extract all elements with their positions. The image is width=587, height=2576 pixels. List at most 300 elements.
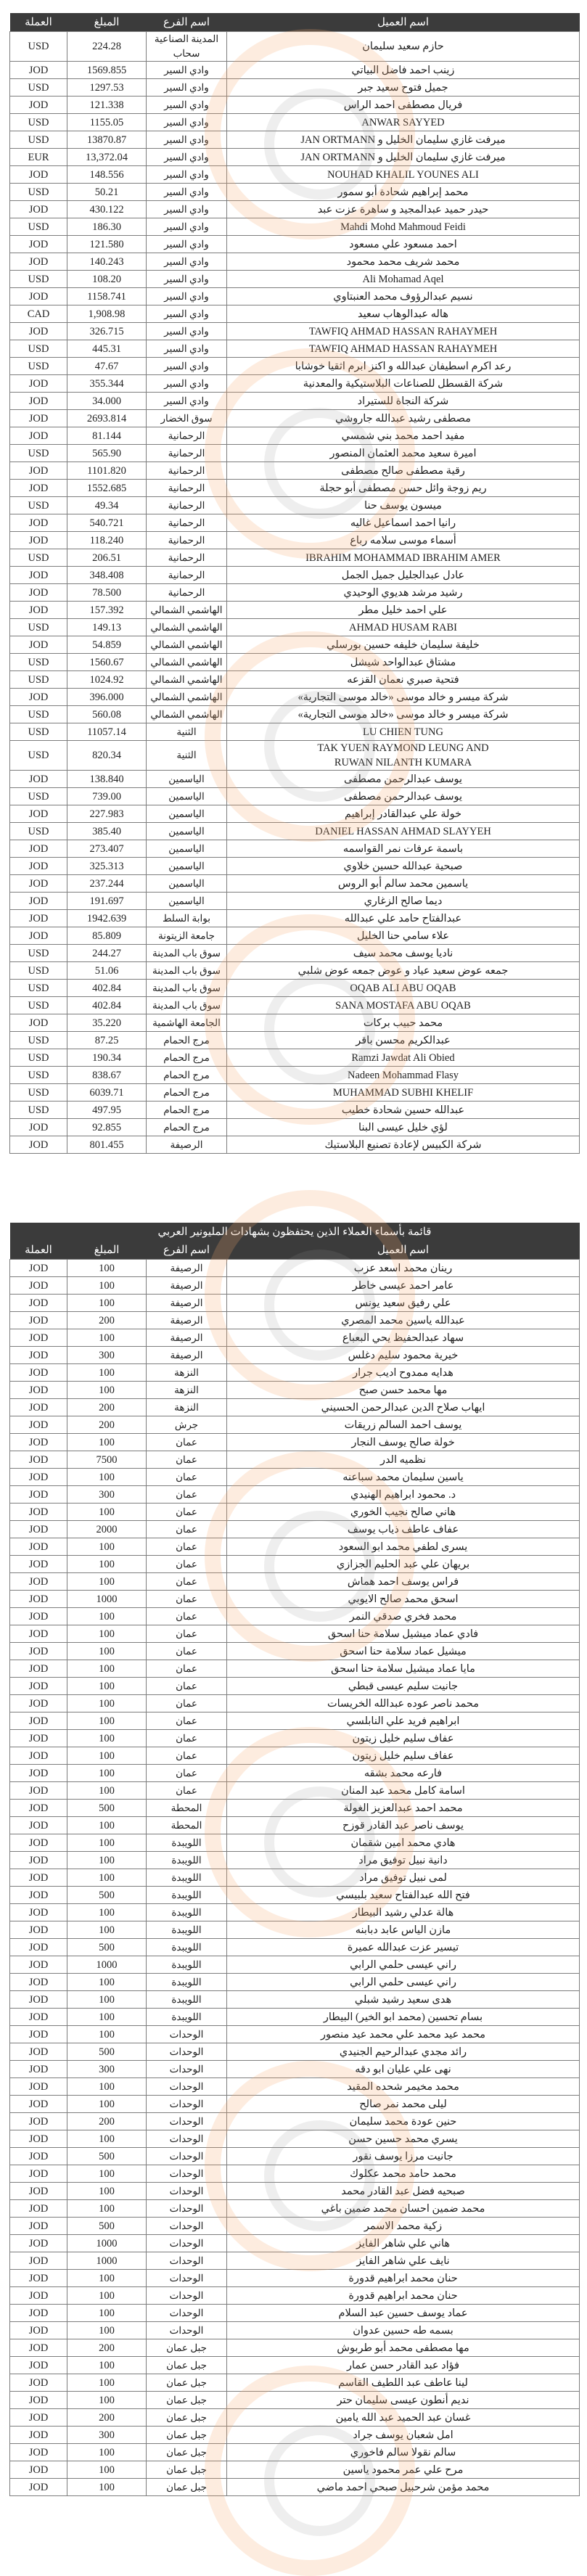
table-row xyxy=(10,1800,580,1817)
amount-cell: 85.809 xyxy=(67,927,147,945)
branch-cell: وادي السير xyxy=(147,288,227,305)
currency-cell: JOD xyxy=(10,1956,67,1974)
table-row xyxy=(10,1538,580,1556)
table-row xyxy=(10,149,580,166)
amount-cell: 100 xyxy=(67,1834,147,1852)
table-row xyxy=(10,1747,580,1765)
client-name-cell: لؤي خليل عيسى البنا xyxy=(227,1119,580,1136)
client-name-cell: شركة النجاة للستيراد xyxy=(227,393,580,410)
branch-cell: عمان xyxy=(147,1678,227,1695)
amount-cell: 1569.855 xyxy=(67,62,147,79)
branch-cell: الثنية xyxy=(147,723,227,741)
branch-cell: وادي السير xyxy=(147,114,227,131)
currency-cell: USD xyxy=(10,741,67,771)
branch-cell: الوحدات xyxy=(147,2043,227,2061)
branch-cell: اللويبدة xyxy=(147,1834,227,1852)
currency-cell: USD xyxy=(10,654,67,671)
table-row xyxy=(10,2183,580,2200)
branch-cell: الهاشمي الشمالي xyxy=(147,689,227,706)
client-name-cell: Mahdi Mohd Mahmoud Feidi xyxy=(227,218,580,236)
client-name-cell: رشيد مرشد هديوي الوحيدي xyxy=(227,584,580,602)
table-row xyxy=(10,1014,580,1032)
table-row xyxy=(10,184,580,201)
currency-cell: JOD xyxy=(10,1625,67,1643)
amount-cell: 1297.53 xyxy=(67,79,147,97)
client-name-cell: MUHAMMAD SUBHI KHELIF xyxy=(227,1084,580,1102)
table-row xyxy=(10,997,580,1014)
table-row xyxy=(10,2113,580,2130)
currency-cell: JOD xyxy=(10,689,67,706)
amount-cell: 100 xyxy=(67,1295,147,1312)
table-row xyxy=(10,1730,580,1747)
branch-cell: وادي السير xyxy=(147,218,227,236)
amount-cell: 540.721 xyxy=(67,514,147,532)
table-row xyxy=(10,2322,580,2339)
client-name-cell: TAK YUEN RAYMOND LEUNG AND RUWAN NILANTH KUMARA xyxy=(227,741,580,771)
client-name-cell: اسحق محمد صالح الايوبي xyxy=(227,1591,580,1608)
client-name-cell: LU CHIEN TUNG xyxy=(227,723,580,741)
amount-cell: 92.855 xyxy=(67,1119,147,1136)
table-row xyxy=(10,1434,580,1451)
amount-cell: 100 xyxy=(67,1765,147,1782)
table-row xyxy=(10,1347,580,1364)
amount-cell: 206.51 xyxy=(67,549,147,567)
table-row xyxy=(10,1084,580,1102)
currency-cell: JOD xyxy=(10,2061,67,2078)
amount-cell: 838.67 xyxy=(67,1067,147,1084)
client-name-cell: يوسف عبدالرحمن مصطفى xyxy=(227,788,580,805)
currency-cell: JOD xyxy=(10,1556,67,1573)
branch-cell: وادي السير xyxy=(147,166,227,184)
table-row xyxy=(10,1817,580,1834)
client-name-cell: عامر احمد عيسى خاطر xyxy=(227,1277,580,1295)
currency-cell: USD xyxy=(10,1084,67,1102)
table-row xyxy=(10,1921,580,1939)
table-row xyxy=(10,741,580,771)
table-row xyxy=(10,2235,580,2252)
client-name-cell: هاني صالح نجيب الخوري xyxy=(227,1504,580,1521)
currency-cell: JOD xyxy=(10,2392,67,2409)
header-amount: المبلغ xyxy=(67,13,147,32)
table-row xyxy=(10,671,580,689)
branch-cell: الهاشمي الشمالي xyxy=(147,654,227,671)
branch-cell: عمان xyxy=(147,1469,227,1486)
amount-cell: 49.34 xyxy=(67,497,147,514)
client-name-cell: Ali Mohamad Aqel xyxy=(227,271,580,288)
client-name-cell: NOUHAD KHALIL YOUNES ALI xyxy=(227,166,580,184)
amount-cell: 300 xyxy=(67,2061,147,2078)
client-name-cell: خولة علي عبدالقادر إبراهيم xyxy=(227,805,580,823)
currency-cell: USD xyxy=(10,184,67,201)
branch-cell: جامعة الزيتونة xyxy=(147,927,227,945)
client-name-cell: بسمه طه حسين عدوان xyxy=(227,2322,580,2339)
client-name-cell: عبدالفتاح حامد علي عبدالله xyxy=(227,910,580,927)
table-row xyxy=(10,2427,580,2444)
branch-cell: عمان xyxy=(147,1504,227,1521)
branch-cell: جبل عمان xyxy=(147,2461,227,2479)
client-name-cell: خيرية محمود سليم دغلس xyxy=(227,1347,580,1364)
branch-cell: عمان xyxy=(147,1660,227,1678)
currency-cell: JOD xyxy=(10,1591,67,1608)
header-client-name: اسم العميل xyxy=(227,13,580,32)
branch-cell: الرصيفة xyxy=(147,1329,227,1347)
branch-cell: وادي السير xyxy=(147,236,227,253)
currency-cell: JOD xyxy=(10,1800,67,1817)
table-row xyxy=(10,1260,580,1277)
branch-cell: الرصيفة xyxy=(147,1347,227,1364)
table-row xyxy=(10,1416,580,1434)
client-name-cell: فتحية صبري نعمان القزعه xyxy=(227,671,580,689)
amount-cell: 6039.71 xyxy=(67,1084,147,1102)
client-name-cell: محمد حبيب بركات xyxy=(227,1014,580,1032)
currency-cell: USD xyxy=(10,549,67,567)
amount-cell: 500 xyxy=(67,2043,147,2061)
currency-cell: JOD xyxy=(10,567,67,584)
client-name-cell: هادي محمد امين شقمان xyxy=(227,1834,580,1852)
client-name-cell: ANWAR SAYYED xyxy=(227,114,580,131)
amount-cell: 2693.814 xyxy=(67,410,147,427)
table-row xyxy=(10,1712,580,1730)
client-name-cell: تيسير عزت عبدالله عميرة xyxy=(227,1939,580,1956)
branch-cell: عمان xyxy=(147,1591,227,1608)
branch-cell: الرحمانية xyxy=(147,462,227,480)
branch-cell: الهاشمي الشمالي xyxy=(147,671,227,689)
currency-cell: USD xyxy=(10,619,67,636)
currency-cell: JOD xyxy=(10,1434,67,1451)
amount-cell: 100 xyxy=(67,1782,147,1800)
client-name-cell: نديم أنطون عيسى سليمان حتر xyxy=(227,2392,580,2409)
table-row xyxy=(10,1032,580,1049)
table-row xyxy=(10,1521,580,1538)
table-row xyxy=(10,1869,580,1887)
client-name-cell: ياسين سليمان محمد سباعنه xyxy=(227,1469,580,1486)
amount-cell: 500 xyxy=(67,2218,147,2235)
currency-cell: JOD xyxy=(10,927,67,945)
client-name-cell: ياسمين محمد سالم أبو الروس xyxy=(227,875,580,893)
branch-cell: عمان xyxy=(147,1782,227,1800)
branch-cell: الرصيفة xyxy=(147,1260,227,1277)
amount-cell: 100 xyxy=(67,2479,147,2496)
client-name-cell: عفاف عاطف ذياب يوسف xyxy=(227,1521,580,1538)
branch-cell: الرحمانية xyxy=(147,514,227,532)
client-name-cell: حنان محمد ابراهيم قدورة xyxy=(227,2270,580,2287)
branch-cell: الوحدات xyxy=(147,2218,227,2235)
amount-cell: 445.31 xyxy=(67,340,147,358)
client-name-cell: اسامة كامل محمد عبد المنان xyxy=(227,1782,580,1800)
amount-cell: 100 xyxy=(67,2183,147,2200)
amount-cell: 1942.639 xyxy=(67,910,147,927)
table-row xyxy=(10,393,580,410)
client-name-cell: رائد مجدي عبدالرحيم الجنيدي xyxy=(227,2043,580,2061)
client-name-cell: رقية مصطفى صالح مصطفى xyxy=(227,462,580,480)
branch-cell: النزهة xyxy=(147,1382,227,1399)
branch-cell: الهاشمي الشمالي xyxy=(147,619,227,636)
amount-cell: 100 xyxy=(67,2461,147,2479)
branch-cell: جبل عمان xyxy=(147,2479,227,2496)
branch-cell: اللويبدة xyxy=(147,1921,227,1939)
table-row xyxy=(10,514,580,532)
table-row xyxy=(10,97,580,114)
table-row xyxy=(10,723,580,741)
table-row xyxy=(10,323,580,340)
client-name-cell: TAWFIQ AHMAD HASSAN RAHAYMEH xyxy=(227,323,580,340)
branch-cell: الرحمانية xyxy=(147,445,227,462)
amount-cell: 190.34 xyxy=(67,1049,147,1067)
amount-cell: 100 xyxy=(67,1260,147,1277)
amount-cell: 497.95 xyxy=(67,1102,147,1119)
amount-cell: 402.84 xyxy=(67,980,147,997)
amount-cell: 100 xyxy=(67,1625,147,1643)
amount-cell: 100 xyxy=(67,2444,147,2461)
client-name-cell: جمعه عوض سعيد عياد و عوض جمعه عوض شلبي xyxy=(227,962,580,980)
table-row xyxy=(10,1939,580,1956)
table-row xyxy=(10,236,580,253)
currency-cell: JOD xyxy=(10,1921,67,1939)
client-name-cell: جميل فتوح سعيد جبر xyxy=(227,79,580,97)
branch-cell: جبل عمان xyxy=(147,2409,227,2427)
client-name-cell: نايف علي شاهر الفايز xyxy=(227,2252,580,2270)
branch-cell: وادي السير xyxy=(147,62,227,79)
branch-cell: اللويبدة xyxy=(147,1852,227,1869)
currency-cell: JOD xyxy=(10,2183,67,2200)
amount-cell: 500 xyxy=(67,1800,147,1817)
branch-cell: النزهة xyxy=(147,1364,227,1382)
amount-cell: 227.983 xyxy=(67,805,147,823)
branch-cell: مرج الحمام xyxy=(147,1067,227,1084)
branch-cell: وادي السير xyxy=(147,79,227,97)
amount-cell: 100 xyxy=(67,1991,147,2009)
client-name-cell: ايهاب صلاح الدين عبدالرحمن الحسيني xyxy=(227,1399,580,1416)
table-row xyxy=(10,1399,580,1416)
client-name-cell: هاله عبدالوهاب سعيد xyxy=(227,305,580,323)
currency-cell: JOD xyxy=(10,771,67,788)
client-name-cell: عادل عبدالجليل جميل الجمل xyxy=(227,567,580,584)
branch-cell: مرج الحمام xyxy=(147,1084,227,1102)
client-name-cell: راني عيسى حلمي الرابي xyxy=(227,1974,580,1991)
currency-cell: JOD xyxy=(10,1730,67,1747)
client-name-cell: هالة عدلي رشيد البيطار xyxy=(227,1904,580,1921)
client-name-cell: يسرى لطفي محمد ابو السعود xyxy=(227,1538,580,1556)
client-name-cell: زكية محمد الاسمر xyxy=(227,2218,580,2235)
amount-cell: 100 xyxy=(67,2200,147,2218)
currency-cell: JOD xyxy=(10,1660,67,1678)
amount-cell: 100 xyxy=(67,1695,147,1712)
client-name-cell: حنان محمد ابراهيم قدورة xyxy=(227,2287,580,2305)
table-row xyxy=(10,166,580,184)
table-row xyxy=(10,823,580,840)
table-row xyxy=(10,2026,580,2043)
table-row xyxy=(10,1904,580,1921)
amount-cell: 191.697 xyxy=(67,893,147,910)
table-row xyxy=(10,893,580,910)
client-name-cell: يوسف عبدالرحمن مصطفى xyxy=(227,771,580,788)
currency-cell: JOD xyxy=(10,2130,67,2148)
currency-cell: USD xyxy=(10,32,67,62)
client-name-cell: مها محمد حسن صبح xyxy=(227,1382,580,1399)
currency-cell: JOD xyxy=(10,910,67,927)
branch-cell: الرصيفة xyxy=(147,1136,227,1154)
branch-cell: جبل عمان xyxy=(147,2357,227,2374)
currency-cell: JOD xyxy=(10,1416,67,1434)
client-name-cell: شركة الكبيس لإعادة تصنيع البلاستيك xyxy=(227,1136,580,1154)
currency-cell: USD xyxy=(10,1032,67,1049)
amount-cell: 121.338 xyxy=(67,97,147,114)
branch-cell: الوحدات xyxy=(147,2165,227,2183)
branch-cell: الهاشمي الشمالي xyxy=(147,706,227,723)
branch-cell: اللويبدة xyxy=(147,2009,227,2026)
currency-cell: JOD xyxy=(10,1451,67,1469)
currency-cell: JOD xyxy=(10,893,67,910)
table-row xyxy=(10,1852,580,1869)
branch-cell: الرحمانية xyxy=(147,584,227,602)
currency-cell: JOD xyxy=(10,1382,67,1399)
table-row xyxy=(10,2357,580,2374)
amount-cell: 138.840 xyxy=(67,771,147,788)
client-name-cell: سالم نقولا سالم فاخوري xyxy=(227,2444,580,2461)
branch-cell: سوق الخضار xyxy=(147,410,227,427)
client-name-cell: نهى علي عليان ابو دقه xyxy=(227,2061,580,2078)
client-name-cell: ديما صالح الزغاري xyxy=(227,893,580,910)
currency-cell: JOD xyxy=(10,1295,67,1312)
amount-cell: 801.455 xyxy=(67,1136,147,1154)
branch-cell: عمان xyxy=(147,1608,227,1625)
branch-cell: الوحدات xyxy=(147,2078,227,2096)
amount-cell: 149.13 xyxy=(67,619,147,636)
client-name-cell: محمد احمد عبدالعزيز الغولة xyxy=(227,1800,580,1817)
client-name-cell: بريهان علي عبد الحليم الجزازي xyxy=(227,1556,580,1573)
table-row xyxy=(10,980,580,997)
amount-cell: 200 xyxy=(67,1399,147,1416)
client-name-cell: محمد مخيمر شحده المقيد xyxy=(227,2078,580,2096)
client-name-cell: فريال مصطفى احمد الراس xyxy=(227,97,580,114)
client-name-cell: د. محمود ابراهيم الهنيدي xyxy=(227,1486,580,1504)
currency-cell: USD xyxy=(10,706,67,723)
client-name-cell: نظميه الدر xyxy=(227,1451,580,1469)
amount-cell: 13870.87 xyxy=(67,131,147,149)
branch-cell: عمان xyxy=(147,1486,227,1504)
amount-cell: 100 xyxy=(67,1434,147,1451)
branch-cell: الوحدات xyxy=(147,2183,227,2200)
table-row xyxy=(10,567,580,584)
amount-cell: 820.34 xyxy=(67,741,147,771)
amount-cell: 157.392 xyxy=(67,602,147,619)
table-row xyxy=(10,2078,580,2096)
client-name-cell: رعد اكرم اسطيفان عبدالله و اكنز ابرم اثقيا خوشابا xyxy=(227,358,580,375)
table-row xyxy=(10,1364,580,1382)
amount-cell: 100 xyxy=(67,1921,147,1939)
currency-cell: JOD xyxy=(10,375,67,393)
branch-cell: الوحدات xyxy=(147,2252,227,2270)
amount-cell: 565.90 xyxy=(67,445,147,462)
table-row xyxy=(10,602,580,619)
amount-cell: 100 xyxy=(67,1329,147,1347)
branch-cell: وادي السير xyxy=(147,97,227,114)
table-row xyxy=(10,2444,580,2461)
table-row xyxy=(10,1591,580,1608)
currency-cell: JOD xyxy=(10,2444,67,2461)
branch-cell: الهاشمي الشمالي xyxy=(147,636,227,654)
branch-cell: عمان xyxy=(147,1695,227,1712)
table-row xyxy=(10,1765,580,1782)
currency-cell: EUR xyxy=(10,149,67,166)
client-name-cell: حنين عودة محمد سليمان xyxy=(227,2113,580,2130)
client-name-cell: TAWFIQ AHMAD HASSAN RAHAYMEH xyxy=(227,340,580,358)
branch-cell: اللويبدة xyxy=(147,1904,227,1921)
amount-cell: 13,372.04 xyxy=(67,149,147,166)
client-name-cell: محمد مؤمن شرحبيل صبحي احمد ماضي xyxy=(227,2479,580,2496)
currency-cell: USD xyxy=(10,980,67,997)
amount-cell: 47.67 xyxy=(67,358,147,375)
amount-cell: 100 xyxy=(67,2009,147,2026)
header-currency: العملة xyxy=(10,13,67,32)
currency-cell: USD xyxy=(10,340,67,358)
currency-cell: JOD xyxy=(10,2078,67,2096)
client-name-cell: خليفة سليمان خليفه حسين بورسلي xyxy=(227,636,580,654)
client-name-cell: جانيت سليم عيسى قبطي xyxy=(227,1678,580,1695)
currency-cell: JOD xyxy=(10,602,67,619)
table-row xyxy=(10,79,580,97)
client-name-cell: ريم زوجة وائل حسن مصطفى أبو حجلة xyxy=(227,480,580,497)
amount-cell: 200 xyxy=(67,2409,147,2427)
amount-cell: 325.313 xyxy=(67,858,147,875)
branch-cell: النزهة xyxy=(147,1399,227,1416)
currency-cell: USD xyxy=(10,1102,67,1119)
amount-cell: 100 xyxy=(67,1852,147,1869)
table-row xyxy=(10,771,580,788)
currency-cell: JOD xyxy=(10,323,67,340)
client-name-cell: هدى سعيد رشيد شبلي xyxy=(227,1991,580,2009)
amount-cell: 385.40 xyxy=(67,823,147,840)
branch-cell: وادي السير xyxy=(147,149,227,166)
table-row xyxy=(10,1067,580,1084)
client-name-cell: ميرفت غازي سليمان الخليل و JAN ORTMANN xyxy=(227,149,580,166)
table-row xyxy=(10,1956,580,1974)
currency-cell: JOD xyxy=(10,1136,67,1154)
branch-cell: وادي السير xyxy=(147,305,227,323)
branch-cell: سوق باب المدينة xyxy=(147,962,227,980)
currency-cell: JOD xyxy=(10,166,67,184)
branch-cell: المحطة xyxy=(147,1817,227,1834)
client-name-cell: اميرة سعيد محمد العثمان المنصور xyxy=(227,445,580,462)
amount-cell: 87.25 xyxy=(67,1032,147,1049)
table-row xyxy=(10,410,580,427)
amount-cell: 300 xyxy=(67,1486,147,1504)
client-name-cell: سهاد عبدالحفيظ يحي البعباع xyxy=(227,1329,580,1347)
currency-cell: USD xyxy=(10,823,67,840)
table-row xyxy=(10,2218,580,2235)
amount-cell: 326.715 xyxy=(67,323,147,340)
amount-cell: 739.00 xyxy=(67,788,147,805)
currency-cell: USD xyxy=(10,114,67,131)
table-row xyxy=(10,2165,580,2183)
branch-cell: الجامعة الهاشمية xyxy=(147,1014,227,1032)
currency-cell: JOD xyxy=(10,2479,67,2496)
currency-cell: JOD xyxy=(10,514,67,532)
amount-cell: 7500 xyxy=(67,1451,147,1469)
branch-cell: الرصيفة xyxy=(147,1312,227,1329)
client-name-cell: محمد حامد محمد عكلوك xyxy=(227,2165,580,2183)
amount-cell: 100 xyxy=(67,1904,147,1921)
table-title-row xyxy=(10,1223,580,1241)
currency-cell: JOD xyxy=(10,2009,67,2026)
branch-cell: الرصيفة xyxy=(147,1277,227,1295)
currency-cell: JOD xyxy=(10,2218,67,2235)
table-row xyxy=(10,201,580,218)
table-row xyxy=(10,2409,580,2427)
branch-cell: مرج الحمام xyxy=(147,1119,227,1136)
branch-cell: اللويبدة xyxy=(147,1869,227,1887)
amount-cell: 1000 xyxy=(67,2235,147,2252)
